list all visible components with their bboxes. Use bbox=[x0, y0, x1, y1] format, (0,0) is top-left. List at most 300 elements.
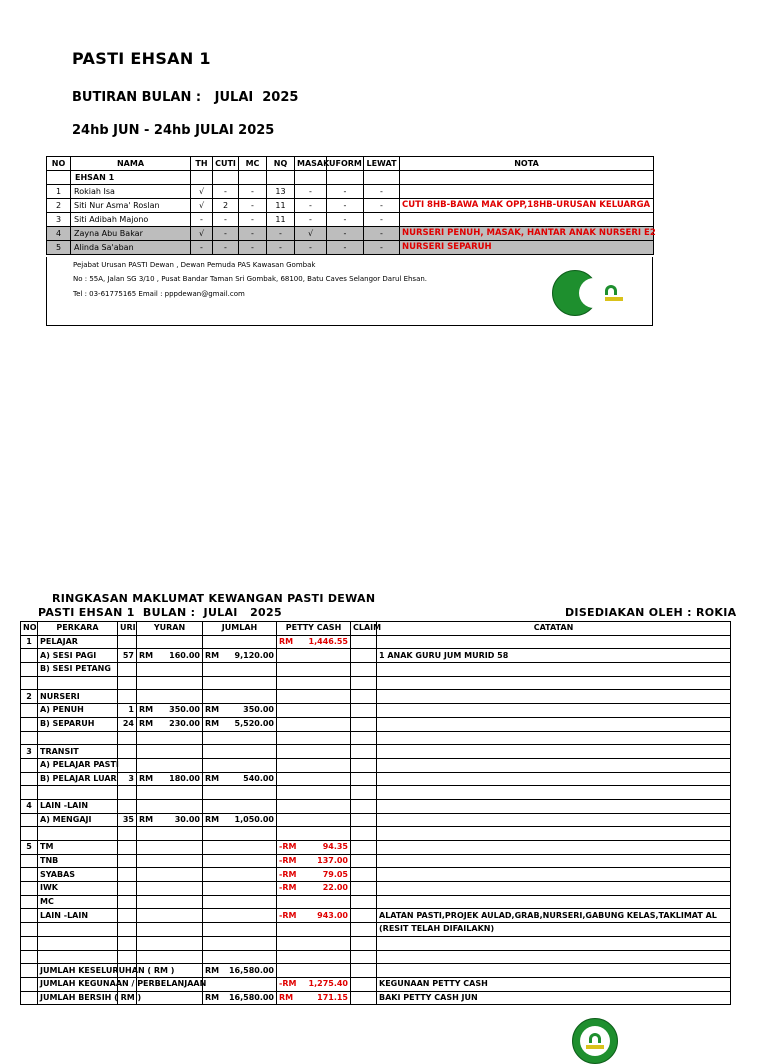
petty-currency: -RM bbox=[279, 979, 297, 989]
petty-value: 943.00 bbox=[317, 910, 348, 920]
col-header: JUMLAH bbox=[203, 622, 277, 636]
cell-jumlah bbox=[203, 868, 277, 882]
cell-jumlah bbox=[203, 786, 277, 800]
cell-perkara bbox=[38, 950, 118, 964]
col-header: CLAIM bbox=[351, 622, 377, 636]
table-row bbox=[21, 717, 731, 731]
cell-yuran bbox=[137, 758, 203, 772]
table-row bbox=[21, 950, 731, 964]
cell-perkara: A) PENUH bbox=[38, 704, 118, 718]
cell-yuran bbox=[137, 690, 203, 704]
cell-petty-cash bbox=[277, 704, 351, 718]
cell-jumlah bbox=[203, 991, 277, 1005]
table-row bbox=[21, 731, 731, 745]
cell-uri bbox=[118, 923, 137, 937]
table-row bbox=[21, 649, 731, 663]
cell-yuran bbox=[137, 813, 203, 827]
month-line: BUTIRAN BULAN : JULAI 2025 bbox=[72, 90, 299, 105]
cell-no bbox=[21, 991, 38, 1005]
jumlah-value: 350.00 bbox=[243, 705, 274, 715]
cell-catatan bbox=[377, 895, 731, 909]
table-row bbox=[47, 227, 654, 241]
office-address: No : 55A, Jalan SG 3/10 , Pusat Bandar Taman Sri Gombak, 68100, Batu Caves Selangor Darul Ehsan. bbox=[73, 275, 428, 283]
cell-masak: - bbox=[295, 199, 327, 213]
cell-petty-cash bbox=[277, 882, 351, 896]
table-row bbox=[21, 991, 731, 1005]
cell-claim bbox=[351, 950, 377, 964]
cell-mc: - bbox=[239, 185, 267, 199]
page-title: PASTI EHSAN 1 bbox=[72, 49, 211, 68]
cell-uri bbox=[118, 799, 137, 813]
pasti-emblem-icon bbox=[572, 1018, 618, 1064]
cell-lewat: - bbox=[364, 241, 400, 255]
cell-uform: - bbox=[327, 227, 364, 241]
cell-catatan bbox=[377, 663, 731, 677]
col-header: YURAN bbox=[137, 622, 203, 636]
cell-claim bbox=[351, 868, 377, 882]
cell-catatan: BAKI PETTY CASH JUN bbox=[377, 991, 731, 1005]
cell-uri bbox=[118, 909, 137, 923]
col-header: PERKARA bbox=[38, 622, 118, 636]
petty-currency: -RM bbox=[279, 883, 297, 893]
cell-claim bbox=[351, 813, 377, 827]
cell-catatan bbox=[377, 799, 731, 813]
cell-mc: - bbox=[239, 199, 267, 213]
finance-heading: RINGKASAN MAKLUMAT KEWANGAN PASTI DEWAN bbox=[52, 592, 376, 605]
cell-claim bbox=[351, 977, 377, 991]
cell-claim bbox=[351, 841, 377, 855]
cell-uri bbox=[118, 895, 137, 909]
table-row bbox=[21, 676, 731, 690]
cell-no bbox=[21, 786, 38, 800]
cell-nq: - bbox=[267, 227, 295, 241]
yuran-value: 160.00 bbox=[169, 650, 200, 660]
cell-perkara: LAIN -LAIN bbox=[38, 799, 118, 813]
cell-yuran bbox=[137, 882, 203, 896]
cell-yuran bbox=[137, 676, 203, 690]
cell-uri bbox=[118, 745, 137, 759]
cell-yuran bbox=[137, 663, 203, 677]
jumlah-currency: RM bbox=[205, 719, 220, 729]
table-row bbox=[21, 690, 731, 704]
cell-claim bbox=[351, 676, 377, 690]
col-header: NO bbox=[21, 622, 38, 636]
cell-petty-cash bbox=[277, 964, 351, 978]
cell-jumlah bbox=[203, 895, 277, 909]
cell-perkara: A) MENGAJI bbox=[38, 813, 118, 827]
cell-perkara: B) SESI PETANG bbox=[38, 663, 118, 677]
cell-catatan: 1 ANAK GURU JUM MURID 58 bbox=[377, 649, 731, 663]
cell-uri bbox=[118, 676, 137, 690]
jumlah-currency: RM bbox=[205, 705, 220, 715]
cell-no: 3 bbox=[47, 213, 71, 227]
petty-value: 1,446.55 bbox=[308, 637, 348, 647]
cell-claim bbox=[351, 717, 377, 731]
cell-nota bbox=[400, 213, 654, 227]
yuran-value: 230.00 bbox=[169, 719, 200, 729]
cell-no bbox=[21, 813, 38, 827]
cell-no: 2 bbox=[47, 199, 71, 213]
cell-perkara: NURSERI bbox=[38, 690, 118, 704]
cell-petty-cash bbox=[277, 690, 351, 704]
jumlah-value: 16,580.00 bbox=[228, 992, 274, 1002]
cell-no bbox=[21, 950, 38, 964]
cell-yuran bbox=[137, 786, 203, 800]
cell-claim bbox=[351, 758, 377, 772]
cell-uri bbox=[118, 936, 137, 950]
cell-catatan bbox=[377, 717, 731, 731]
col-header: PETTY CASH bbox=[277, 622, 351, 636]
cell-nq: 11 bbox=[267, 213, 295, 227]
cell-perkara bbox=[38, 923, 118, 937]
cell-nama: Rokiah Isa bbox=[71, 185, 191, 199]
cell-petty-cash bbox=[277, 772, 351, 786]
cell-lewat: - bbox=[364, 227, 400, 241]
cell-claim bbox=[351, 690, 377, 704]
cell-petty-cash bbox=[277, 649, 351, 663]
cell-catatan bbox=[377, 950, 731, 964]
cell-petty-cash bbox=[277, 813, 351, 827]
jumlah-currency: RM bbox=[205, 650, 220, 660]
office-contact: Tel : 03-61775165 Email : pppdewan@gmail.com bbox=[73, 290, 245, 298]
cell-petty-cash bbox=[277, 936, 351, 950]
table-row bbox=[21, 772, 731, 786]
cell-yuran bbox=[137, 704, 203, 718]
cell-uri bbox=[118, 690, 137, 704]
cell-uform: - bbox=[327, 213, 364, 227]
cell-jumlah bbox=[203, 635, 277, 649]
cell-jumlah bbox=[203, 841, 277, 855]
cell-perkara: JUMLAH KESELURUHAN ( RM ) bbox=[38, 964, 118, 978]
cell-petty-cash bbox=[277, 635, 351, 649]
cell-uri: 3 bbox=[118, 772, 137, 786]
cell-perkara: A) PELAJAR PASTI bbox=[38, 758, 118, 772]
cell-no bbox=[21, 977, 38, 991]
cell-yuran bbox=[137, 717, 203, 731]
cell-catatan: (RESIT TELAH DIFAILAKN) bbox=[377, 923, 731, 937]
cell-lewat: - bbox=[364, 199, 400, 213]
cell-perkara: MC bbox=[38, 895, 118, 909]
cell-petty-cash bbox=[277, 895, 351, 909]
cell-claim bbox=[351, 909, 377, 923]
cell-claim bbox=[351, 704, 377, 718]
cell-yuran bbox=[137, 854, 203, 868]
cell-uri bbox=[118, 786, 137, 800]
col-header: NAMA bbox=[71, 157, 191, 171]
cell-no bbox=[21, 827, 38, 841]
cell-perkara bbox=[38, 827, 118, 841]
yuran-value: 350.00 bbox=[169, 705, 200, 715]
yuran-currency: RM bbox=[139, 814, 154, 824]
cell-mc: - bbox=[239, 241, 267, 255]
cell-claim bbox=[351, 731, 377, 745]
cell-claim bbox=[351, 635, 377, 649]
cell-no bbox=[21, 704, 38, 718]
cell-perkara: JUMLAH BERSIH ( RM ) bbox=[38, 991, 118, 1005]
cell-petty-cash bbox=[277, 758, 351, 772]
petty-value: 94.35 bbox=[322, 842, 348, 852]
cell-perkara bbox=[38, 731, 118, 745]
cell-no: 2 bbox=[21, 690, 38, 704]
cell-perkara: B) SEPARUH bbox=[38, 717, 118, 731]
cell-uform: - bbox=[327, 199, 364, 213]
cell-perkara: JUMLAH KEGUNAAN / PERBELANJAAN bbox=[38, 977, 118, 991]
cell-petty-cash bbox=[277, 977, 351, 991]
cell-no bbox=[21, 854, 38, 868]
cell-jumlah bbox=[203, 909, 277, 923]
cell-claim bbox=[351, 854, 377, 868]
cell-uri bbox=[118, 663, 137, 677]
table-row bbox=[21, 635, 731, 649]
cell-yuran bbox=[137, 772, 203, 786]
cell-no bbox=[21, 936, 38, 950]
petty-currency: -RM bbox=[279, 869, 297, 879]
cell-yuran bbox=[137, 895, 203, 909]
cell-nama: Siti Nur Asma' Roslan bbox=[71, 199, 191, 213]
cell-jumlah bbox=[203, 663, 277, 677]
cell-no: 1 bbox=[21, 635, 38, 649]
cell-petty-cash bbox=[277, 950, 351, 964]
cell-petty-cash bbox=[277, 909, 351, 923]
cell-no bbox=[21, 649, 38, 663]
cell-catatan bbox=[377, 772, 731, 786]
attendance-table bbox=[46, 156, 654, 255]
cell-jumlah bbox=[203, 977, 277, 991]
cell-catatan bbox=[377, 635, 731, 649]
cell-no: 3 bbox=[21, 745, 38, 759]
petty-currency: -RM bbox=[279, 910, 297, 920]
finance-subheading: PASTI EHSAN 1 BULAN : JULAI 2025 bbox=[38, 606, 282, 619]
col-header: NO bbox=[47, 157, 71, 171]
cell-claim bbox=[351, 827, 377, 841]
cell-catatan bbox=[377, 827, 731, 841]
table-row bbox=[47, 185, 654, 199]
table-row bbox=[21, 868, 731, 882]
cell-nota bbox=[400, 185, 654, 199]
cell-nama: Siti Adibah Majono bbox=[71, 213, 191, 227]
cell-cuti: - bbox=[213, 213, 239, 227]
jumlah-currency: RM bbox=[205, 773, 220, 783]
cell-jumlah bbox=[203, 745, 277, 759]
yuran-currency: RM bbox=[139, 650, 154, 660]
cell-jumlah bbox=[203, 772, 277, 786]
cell-claim bbox=[351, 799, 377, 813]
yuran-value: 30.00 bbox=[174, 814, 200, 824]
cell-no bbox=[21, 676, 38, 690]
cell-no: 4 bbox=[21, 799, 38, 813]
table-row bbox=[21, 813, 731, 827]
finance-table bbox=[20, 621, 731, 1005]
petty-currency: RM bbox=[279, 992, 294, 1002]
cell-jumlah bbox=[203, 936, 277, 950]
cell-uform: - bbox=[327, 185, 364, 199]
cell-lewat: - bbox=[364, 185, 400, 199]
cell-yuran bbox=[137, 936, 203, 950]
col-header: LEWAT bbox=[364, 157, 400, 171]
cell-jumlah bbox=[203, 799, 277, 813]
cell-jumlah bbox=[203, 717, 277, 731]
cell-masak: √ bbox=[295, 227, 327, 241]
cell-catatan bbox=[377, 882, 731, 896]
table-row bbox=[21, 964, 731, 978]
petty-currency: -RM bbox=[279, 856, 297, 866]
cell-mc: - bbox=[239, 227, 267, 241]
cell-th: - bbox=[191, 241, 213, 255]
table-row bbox=[21, 758, 731, 772]
table-row bbox=[21, 923, 731, 937]
cell-no bbox=[21, 882, 38, 896]
cell-petty-cash bbox=[277, 745, 351, 759]
cell-th: √ bbox=[191, 227, 213, 241]
table-row bbox=[21, 977, 731, 991]
cell-catatan bbox=[377, 704, 731, 718]
jumlah-currency: RM bbox=[205, 965, 220, 975]
cell-cuti: - bbox=[213, 185, 239, 199]
cell-claim bbox=[351, 649, 377, 663]
cell-catatan: ALATAN PASTI,PROJEK AULAD,GRAB,NURSERI,GABUNG KELAS,TAKLIMAT AL bbox=[377, 909, 731, 923]
jumlah-value: 540.00 bbox=[243, 773, 274, 783]
cell-petty-cash bbox=[277, 786, 351, 800]
cell-perkara: TM bbox=[38, 841, 118, 855]
jumlah-currency: RM bbox=[205, 814, 220, 824]
cell-claim bbox=[351, 772, 377, 786]
cell-perkara: SYABAS bbox=[38, 868, 118, 882]
cell-jumlah bbox=[203, 950, 277, 964]
cell-yuran bbox=[137, 841, 203, 855]
cell-yuran bbox=[137, 745, 203, 759]
petty-currency: -RM bbox=[279, 842, 297, 852]
cell-masak: - bbox=[295, 241, 327, 255]
cell-uri bbox=[118, 635, 137, 649]
cell-jumlah bbox=[203, 827, 277, 841]
cell-perkara bbox=[38, 676, 118, 690]
cell-yuran bbox=[137, 991, 203, 1005]
cell-no: 5 bbox=[47, 241, 71, 255]
jumlah-value: 5,520.00 bbox=[234, 719, 274, 729]
cell-jumlah bbox=[203, 676, 277, 690]
cell-no bbox=[21, 717, 38, 731]
table-row bbox=[21, 799, 731, 813]
cell-uri bbox=[118, 854, 137, 868]
table-row bbox=[21, 882, 731, 896]
jumlah-value: 1,050.00 bbox=[234, 814, 274, 824]
col-header: CATATAN bbox=[377, 622, 731, 636]
cell-no bbox=[21, 964, 38, 978]
cell-claim bbox=[351, 936, 377, 950]
table-row bbox=[47, 241, 654, 255]
cell-nota: NURSERI SEPARUH bbox=[400, 241, 654, 255]
yuran-currency: RM bbox=[139, 773, 154, 783]
attendance-header-row bbox=[47, 157, 654, 171]
cell-nama: Alinda Sa'aban bbox=[71, 241, 191, 255]
cell-petty-cash bbox=[277, 841, 351, 855]
cell-jumlah bbox=[203, 758, 277, 772]
office-line-1: Pejabat Urusan PASTI Dewan , Dewan Pemuda PAS Kawasan Gombak bbox=[73, 261, 316, 269]
table-row bbox=[47, 199, 654, 213]
cell-petty-cash bbox=[277, 663, 351, 677]
jumlah-currency: RM bbox=[205, 992, 220, 1002]
petty-value: 171.15 bbox=[317, 992, 348, 1002]
cell-uri bbox=[118, 827, 137, 841]
table-row bbox=[21, 895, 731, 909]
cell-catatan bbox=[377, 868, 731, 882]
cell-claim bbox=[351, 663, 377, 677]
cell-petty-cash bbox=[277, 717, 351, 731]
cell-catatan bbox=[377, 731, 731, 745]
cell-catatan bbox=[377, 854, 731, 868]
cell-masak: - bbox=[295, 213, 327, 227]
pasti-emblem-icon bbox=[552, 270, 598, 316]
prepared-by: DISEDIAKAN OLEH : ROKIA bbox=[565, 606, 737, 619]
cell-cuti: - bbox=[213, 241, 239, 255]
petty-value: 1,275.40 bbox=[308, 979, 348, 989]
cell-perkara: PELAJAR bbox=[38, 635, 118, 649]
cell-no bbox=[21, 663, 38, 677]
cell-uri bbox=[118, 950, 137, 964]
cell-yuran bbox=[137, 950, 203, 964]
petty-value: 22.00 bbox=[322, 883, 348, 893]
cell-jumlah bbox=[203, 690, 277, 704]
yuran-currency: RM bbox=[139, 719, 154, 729]
cell-catatan bbox=[377, 745, 731, 759]
cell-uri: 35 bbox=[118, 813, 137, 827]
cell-jumlah bbox=[203, 704, 277, 718]
cell-perkara: TRANSIT bbox=[38, 745, 118, 759]
cell-uri bbox=[118, 758, 137, 772]
cell-petty-cash bbox=[277, 676, 351, 690]
cell-catatan bbox=[377, 758, 731, 772]
table-row bbox=[21, 786, 731, 800]
table-row bbox=[21, 745, 731, 759]
office-info-box bbox=[46, 257, 653, 326]
col-header: MC bbox=[239, 157, 267, 171]
group-label: EHSAN 1 bbox=[71, 171, 191, 185]
cell-petty-cash bbox=[277, 731, 351, 745]
cell-th: √ bbox=[191, 199, 213, 213]
cell-jumlah bbox=[203, 964, 277, 978]
cell-no bbox=[21, 895, 38, 909]
cell-claim bbox=[351, 786, 377, 800]
cell-no: 1 bbox=[47, 185, 71, 199]
cell-petty-cash bbox=[277, 854, 351, 868]
cell-yuran bbox=[137, 649, 203, 663]
cell-petty-cash bbox=[277, 827, 351, 841]
cell-no bbox=[21, 731, 38, 745]
cell-claim bbox=[351, 745, 377, 759]
cell-jumlah bbox=[203, 813, 277, 827]
cell-no bbox=[21, 868, 38, 882]
cell-catatan bbox=[377, 964, 731, 978]
col-header: NOTA bbox=[400, 157, 654, 171]
cell-nq: - bbox=[267, 241, 295, 255]
cell-petty-cash bbox=[277, 868, 351, 882]
cell-yuran bbox=[137, 799, 203, 813]
cell-no: 5 bbox=[21, 841, 38, 855]
yuran-currency: RM bbox=[139, 705, 154, 715]
cell-no bbox=[21, 923, 38, 937]
cell-perkara: TNB bbox=[38, 854, 118, 868]
cell-perkara: A) SESI PAGI bbox=[38, 649, 118, 663]
cell-jumlah bbox=[203, 854, 277, 868]
cell-nq: 13 bbox=[267, 185, 295, 199]
cell-yuran bbox=[137, 868, 203, 882]
cell-yuran bbox=[137, 731, 203, 745]
cell-uri bbox=[118, 731, 137, 745]
petty-value: 79.05 bbox=[322, 869, 348, 879]
col-header: MASAK bbox=[295, 157, 327, 171]
table-row bbox=[21, 854, 731, 868]
cell-catatan bbox=[377, 841, 731, 855]
